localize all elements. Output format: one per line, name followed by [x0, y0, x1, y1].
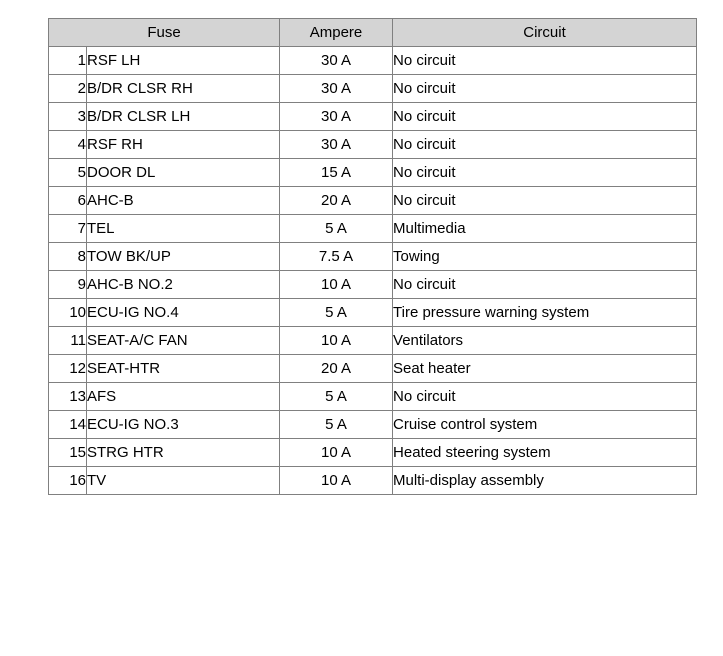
table-row	[49, 159, 697, 187]
fuse-circuit: No circuit	[393, 47, 697, 75]
fuse-number: 11	[49, 327, 87, 355]
fuse-name: ECU-IG NO.3	[87, 411, 280, 439]
fuse-circuit: Multimedia	[393, 215, 697, 243]
fuse-circuit: No circuit	[393, 103, 697, 131]
fuse-ampere: 20 A	[280, 355, 393, 383]
fuse-name: DOOR DL	[87, 159, 280, 187]
fuse-circuit: No circuit	[393, 75, 697, 103]
fuse-circuit: No circuit	[393, 159, 697, 187]
fuse-circuit: Multi-display assembly	[393, 467, 697, 495]
fuse-number: 14	[49, 411, 87, 439]
fuse-name: B/DR CLSR LH	[87, 103, 280, 131]
table-row	[49, 439, 697, 467]
table-header-row	[49, 19, 697, 47]
fuse-circuit: Tire pressure warning system	[393, 299, 697, 327]
fuse-name: AHC-B NO.2	[87, 271, 280, 299]
fuse-name: SEAT-A/C FAN	[87, 327, 280, 355]
fuse-number: 1	[49, 47, 87, 75]
table-row	[49, 383, 697, 411]
fuse-ampere: 7.5 A	[280, 243, 393, 271]
column-header-ampere: Ampere	[280, 19, 393, 47]
fuse-ampere: 5 A	[280, 411, 393, 439]
fuse-name: TV	[87, 467, 280, 495]
table-row	[49, 327, 697, 355]
fuse-number: 2	[49, 75, 87, 103]
table-row	[49, 299, 697, 327]
fuse-ampere: 30 A	[280, 131, 393, 159]
fuse-circuit: Ventilators	[393, 327, 697, 355]
fuse-circuit: Seat heater	[393, 355, 697, 383]
fuse-circuit: Cruise control system	[393, 411, 697, 439]
fuse-ampere: 15 A	[280, 159, 393, 187]
fuse-number: 5	[49, 159, 87, 187]
fuse-name: RSF RH	[87, 131, 280, 159]
table-row	[49, 271, 697, 299]
column-header-fuse: Fuse	[49, 19, 280, 47]
table-row	[49, 243, 697, 271]
column-header-circuit: Circuit	[393, 19, 697, 47]
fuse-number: 6	[49, 187, 87, 215]
fuse-ampere: 10 A	[280, 467, 393, 495]
fuse-number: 4	[49, 131, 87, 159]
fuse-ampere: 30 A	[280, 75, 393, 103]
fuse-ampere: 5 A	[280, 383, 393, 411]
fuse-name: RSF LH	[87, 47, 280, 75]
fuse-number: 12	[49, 355, 87, 383]
fuse-circuit: No circuit	[393, 383, 697, 411]
fuse-name: TEL	[87, 215, 280, 243]
fuse-ampere: 5 A	[280, 215, 393, 243]
fuse-ampere: 5 A	[280, 299, 393, 327]
fuse-circuit: No circuit	[393, 271, 697, 299]
fuse-number: 9	[49, 271, 87, 299]
table-row	[49, 355, 697, 383]
fuse-number: 13	[49, 383, 87, 411]
table-row	[49, 103, 697, 131]
table-row	[49, 187, 697, 215]
fuse-ampere: 30 A	[280, 103, 393, 131]
fuse-ampere: 10 A	[280, 327, 393, 355]
fuse-circuit: No circuit	[393, 131, 697, 159]
fuse-ampere: 30 A	[280, 47, 393, 75]
fuse-name: B/DR CLSR RH	[87, 75, 280, 103]
table-row	[49, 411, 697, 439]
fuse-number: 16	[49, 467, 87, 495]
fuse-number: 10	[49, 299, 87, 327]
fuse-circuit: Towing	[393, 243, 697, 271]
fuse-ampere: 10 A	[280, 439, 393, 467]
fuse-number: 8	[49, 243, 87, 271]
fuse-name: AHC-B	[87, 187, 280, 215]
fuse-name: ECU-IG NO.4	[87, 299, 280, 327]
table-body	[49, 47, 697, 495]
table-row	[49, 467, 697, 495]
fuse-name: STRG HTR	[87, 439, 280, 467]
table-row	[49, 131, 697, 159]
fuse-name: SEAT-HTR	[87, 355, 280, 383]
fuse-number: 3	[49, 103, 87, 131]
fuse-ampere: 20 A	[280, 187, 393, 215]
table-row	[49, 215, 697, 243]
table-header	[49, 19, 697, 47]
fuse-circuit: Heated steering system	[393, 439, 697, 467]
table-row	[49, 47, 697, 75]
fuse-number: 15	[49, 439, 87, 467]
table-row	[49, 75, 697, 103]
fuse-table	[48, 18, 697, 495]
fuse-number: 7	[49, 215, 87, 243]
fuse-circuit: No circuit	[393, 187, 697, 215]
fuse-name: TOW BK/UP	[87, 243, 280, 271]
fuse-ampere: 10 A	[280, 271, 393, 299]
fuse-name: AFS	[87, 383, 280, 411]
